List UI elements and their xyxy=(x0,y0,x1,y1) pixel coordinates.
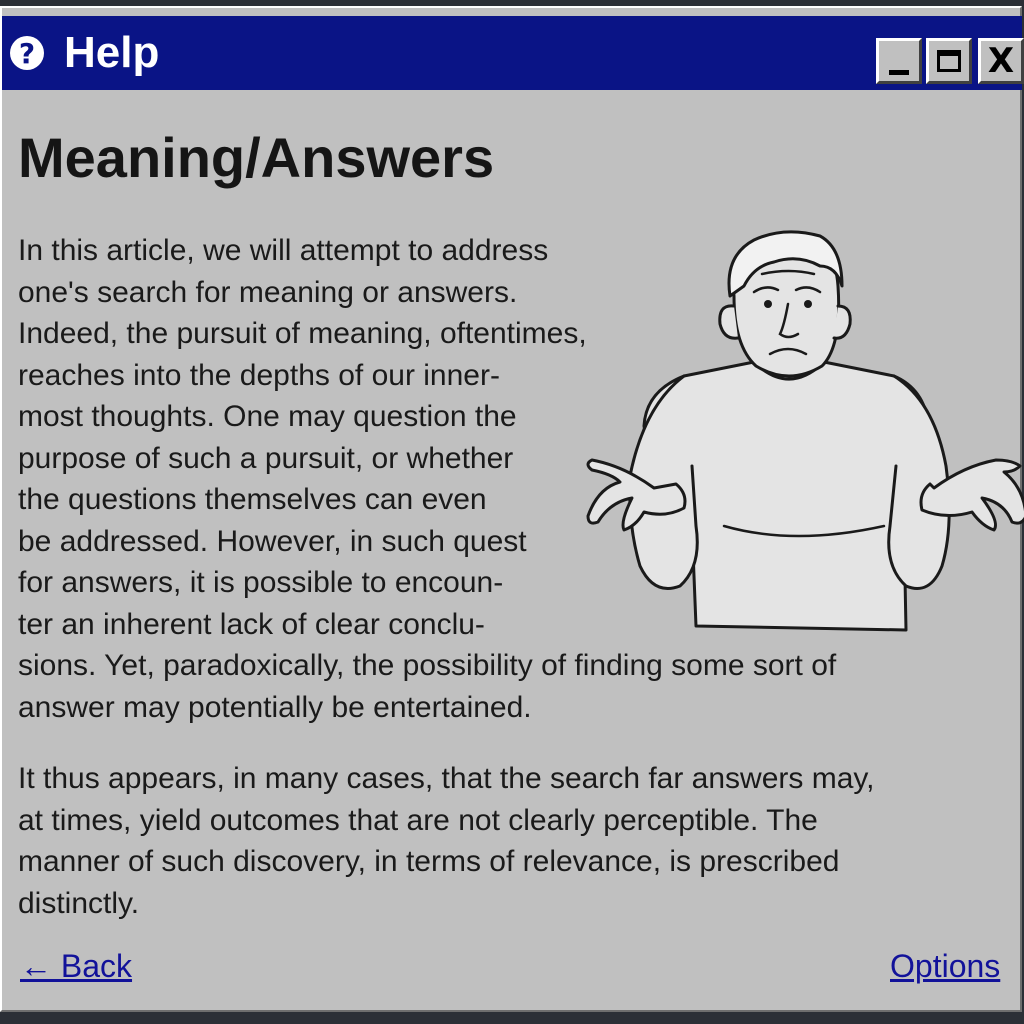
minimize-icon xyxy=(889,70,909,75)
paragraph-line: In this article, we will attempt to address xyxy=(18,234,549,267)
title-bar[interactable] xyxy=(2,16,1022,90)
back-link[interactable]: ← Back xyxy=(20,948,133,984)
paragraph-line: answer may potentially be entertained. xyxy=(18,690,532,724)
close-button[interactable] xyxy=(978,38,1024,84)
article-heading: Meaning/Answers xyxy=(18,126,495,189)
paragraph-line: one's search for meaning or answers. xyxy=(18,275,518,309)
paragraph-line: Indeed, the pursuit of meaning, oftentimes, xyxy=(18,317,587,350)
maximize-icon xyxy=(937,50,961,72)
paragraph-line: It thus appears, in many cases, that the search far answers may, xyxy=(18,762,875,795)
paragraph-line: manner of such discovery, in terms of relevance, is prescribed xyxy=(18,845,840,878)
options-link[interactable]: Options xyxy=(890,948,1001,984)
paragraph-line: be addressed. However, in such quest xyxy=(18,524,527,558)
paragraph-line: sions. Yet, paradoxically, the possibility of finding some sort of xyxy=(18,649,837,682)
paragraph-line: distinctly. xyxy=(18,886,140,920)
svg-text:?: ? xyxy=(18,37,36,70)
paragraph-line: at times, yield outcomes that are not clearly perceptible. The xyxy=(18,803,818,837)
shrugging-man-illustration xyxy=(584,226,1024,636)
help-window xyxy=(0,6,1022,1012)
paragraph-line: for answers, it is possible to encoun- xyxy=(18,566,504,599)
window-title: Help xyxy=(64,28,160,77)
maximize-button[interactable] xyxy=(926,38,972,84)
help-question-icon xyxy=(8,34,46,72)
paragraph-line: most thoughts. One may question the xyxy=(18,400,517,433)
close-icon: X xyxy=(987,41,1015,81)
paragraph-line: the questions themselves can even xyxy=(18,483,487,516)
minimize-button[interactable] xyxy=(876,38,922,84)
paragraph-line: ter an inherent lack of clear conclu- xyxy=(18,607,485,641)
paragraph-line: reaches into the depths of our inner- xyxy=(18,358,500,392)
article-paragraph-2 xyxy=(18,758,875,924)
paragraph-line: purpose of such a pursuit, or whether xyxy=(18,441,514,475)
